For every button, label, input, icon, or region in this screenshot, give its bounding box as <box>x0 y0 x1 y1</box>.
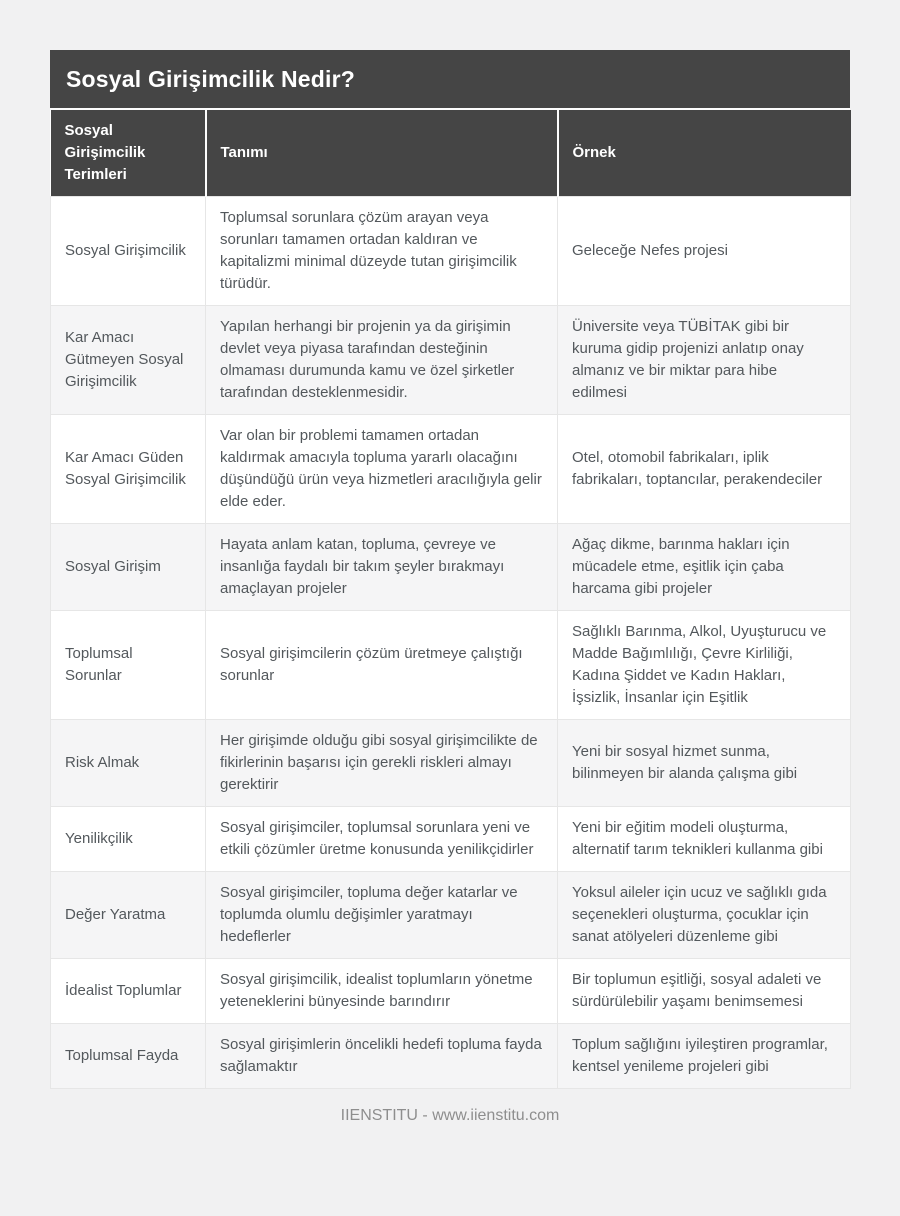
definition-cell: Sosyal girişimcilik, idealist toplumların yönetme yeteneklerini bünyesinde barındırır <box>206 959 558 1024</box>
term-cell: Değer Yaratma <box>51 872 206 959</box>
example-cell: Sağlıklı Barınma, Alkol, Uyuşturucu ve Madde Bağımlılığı, Çevre Kirliliği, Kadına Şiddet ve Kadın Hakları, İşsizlik, İnsanlar için Eşitlik <box>558 611 851 720</box>
table-header <box>51 110 851 197</box>
example-cell: Yoksul aileler için ucuz ve sağlıklı gıda seçenekleri oluşturma, çocuklar için sanat atölyeleri düzenleme gibi <box>558 872 851 959</box>
definition-cell: Sosyal girişimciler, topluma değer katarlar ve toplumda olumlu değişimler yaratmayı hedeflerler <box>206 872 558 959</box>
terms-table <box>50 110 851 1089</box>
term-cell: Toplumsal Fayda <box>51 1024 206 1089</box>
example-cell: Yeni bir sosyal hizmet sunma, bilinmeyen bir alanda çalışma gibi <box>558 720 851 807</box>
term-cell: Kar Amacı Güden Sosyal Girişimcilik <box>51 415 206 524</box>
definition-cell: Hayata anlam katan, topluma, çevreye ve insanlığa faydalı bir takım şeyler bırakmayı amaçlayan projeler <box>206 524 558 611</box>
column-header-definition: Tanımı <box>206 110 558 197</box>
definition-cell: Var olan bir problemi tamamen ortadan kaldırmak amacıyla topluma yararlı olacağını düşündüğü ürün veya hizmetleri aracılığıyla gelir elde eder. <box>206 415 558 524</box>
example-cell: Yeni bir eğitim modeli oluşturma, alternatif tarım teknikleri kullanma gibi <box>558 807 851 872</box>
term-cell: Yenilikçilik <box>51 807 206 872</box>
table-row <box>51 720 851 807</box>
term-cell: Risk Almak <box>51 720 206 807</box>
table-row <box>51 872 851 959</box>
table-row <box>51 959 851 1024</box>
example-cell: Geleceğe Nefes projesi <box>558 197 851 306</box>
example-cell: Ağaç dikme, barınma hakları için mücadele etme, eşitlik için çaba harcama gibi projeler <box>558 524 851 611</box>
definition-cell: Sosyal girişimcilerin çözüm üretmeye çalıştığı sorunlar <box>206 611 558 720</box>
table-row <box>51 524 851 611</box>
term-cell: İdealist Toplumlar <box>51 959 206 1024</box>
definition-cell: Sosyal girişimlerin öncelikli hedefi topluma fayda sağlamaktır <box>206 1024 558 1089</box>
term-cell: Sosyal Girişimcilik <box>51 197 206 306</box>
example-cell: Üniversite veya TÜBİTAK gibi bir kuruma gidip projenizi anlatıp onay almanız ve bir miktar para hibe edilmesi <box>558 306 851 415</box>
term-cell: Toplumsal Sorunlar <box>51 611 206 720</box>
table-row <box>51 1024 851 1089</box>
table-row <box>51 306 851 415</box>
footer-branding: IIENSTITU - www.iienstitu.com <box>340 1107 560 1124</box>
definition-cell: Sosyal girişimciler, toplumsal sorunlara yeni ve etkili çözümler üretme konusunda yenilikçidirler <box>206 807 558 872</box>
column-header-example: Örnek <box>558 110 851 197</box>
example-cell: Toplum sağlığını iyileştiren programlar, kentsel yenileme projeleri gibi <box>558 1024 851 1089</box>
table-row <box>51 611 851 720</box>
table-row <box>51 415 851 524</box>
definition-cell: Toplumsal sorunlara çözüm arayan veya sorunları tamamen ortadan kaldıran ve kapitalizmi minimal düzeyde tutan girişimcilik türüdür. <box>206 197 558 306</box>
definition-cell: Her girişimde olduğu gibi sosyal girişimcilikte de fikirlerinin başarısı için gerekli riskleri almayı gerektirir <box>206 720 558 807</box>
example-cell: Bir toplumun eşitliği, sosyal adaleti ve sürdürülebilir yaşamı benimsemesi <box>558 959 851 1024</box>
page-title: Sosyal Girişimcilik Nedir? <box>50 50 850 110</box>
table-row <box>51 807 851 872</box>
column-header-terms: Sosyal Girişimcilik Terimleri <box>51 110 206 197</box>
term-cell: Kar Amacı Gütmeyen Sosyal Girişimcilik <box>51 306 206 415</box>
term-cell: Sosyal Girişim <box>51 524 206 611</box>
definition-cell: Yapılan herhangi bir projenin ya da girişimin devlet veya piyasa tarafından desteğinin olmaması durumunda kamu ve özel şirketler tarafından desteklenmesidir. <box>206 306 558 415</box>
header-row <box>51 110 851 197</box>
terms-card <box>50 50 850 1127</box>
example-cell: Otel, otomobil fabrikaları, iplik fabrikaları, toptancılar, perakendeciler <box>558 415 851 524</box>
table-row <box>51 197 851 306</box>
table-body <box>51 197 851 1089</box>
